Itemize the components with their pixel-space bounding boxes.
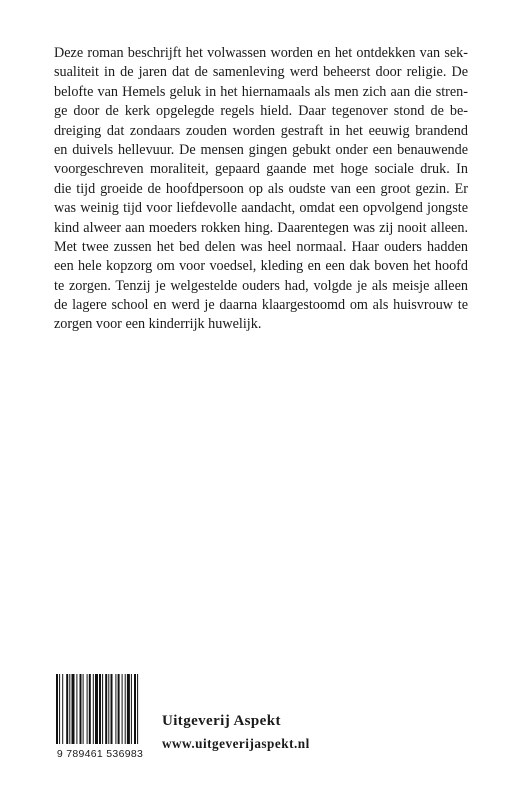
blurb-line: en duivels hellevuur. De mensen gingen gebukt onder een benauwende bbox=[54, 141, 468, 158]
blurb-line: die tijd groeide de hoofdpersoon op als oudste van een groot gezin. Er bbox=[54, 180, 468, 197]
barcode-bar bbox=[134, 674, 136, 744]
blurb-line: sualiteit in de jaren dat de samenleving werd beheerst door religie. De bbox=[54, 64, 468, 81]
barcode-bar bbox=[76, 674, 77, 744]
blurb-line: zorgen voor een kinderrijk huwelijk. bbox=[54, 316, 262, 333]
blurb-line: belofte van Hemels geluk in het hiernamaals als men zich aan die stren- bbox=[54, 83, 468, 100]
barcode-bar bbox=[137, 674, 138, 744]
barcode-bar bbox=[83, 674, 84, 744]
barcode-bar bbox=[118, 674, 120, 744]
blurb-line: de lagere school en werd je daarna klaargestoomd om als huisvrouw te bbox=[54, 297, 468, 314]
barcode-bar bbox=[66, 674, 68, 744]
barcode-bar bbox=[95, 674, 98, 744]
barcode-bar bbox=[127, 674, 130, 744]
barcode-bar bbox=[89, 674, 91, 744]
barcode-bar bbox=[122, 674, 123, 744]
barcode-bar bbox=[87, 674, 88, 744]
isbn-barcode bbox=[52, 672, 148, 762]
barcode-bar bbox=[56, 674, 58, 744]
isbn-number: 9 789461 536983 bbox=[56, 748, 144, 760]
blurb-line: dreiging dat zondaars zouden worden gestraft in het eeuwig brandend bbox=[54, 122, 468, 139]
barcode-bar bbox=[131, 674, 132, 744]
barcode-bar bbox=[80, 674, 82, 744]
publisher-name: Uitgeverij Aspekt bbox=[162, 713, 281, 729]
barcode-bar bbox=[69, 674, 70, 744]
barcode-bar bbox=[99, 674, 101, 744]
barcode-bar bbox=[72, 674, 75, 744]
barcode-bar bbox=[59, 674, 60, 744]
blurb-line: voorgeschreven moraliteit, gepaard gaande met hoge sociale druk. In bbox=[54, 161, 468, 178]
barcode-bar bbox=[125, 674, 126, 744]
barcode-bar bbox=[108, 674, 109, 744]
barcode-bar bbox=[115, 674, 116, 744]
blurb-line: te zorgen. Tenzij je welgestelde ouders had, volgde je als meisje alleen bbox=[54, 277, 468, 294]
blurb-line: Deze roman beschrijft het volwassen worden en het ontdekken van sek- bbox=[54, 45, 468, 61]
blurb-line: kind alweer aan moeders rokken hing. Daarentegen was zij nooit alleen. bbox=[54, 219, 468, 236]
barcode-bars bbox=[52, 672, 148, 746]
blurb-line: ge door de kerk opgelegde regels hield. Daar tegenover stond de be- bbox=[54, 103, 468, 120]
blurb-line: Met twee zussen het bed delen was heel normaal. Haar ouders hadden bbox=[54, 238, 468, 255]
publisher-website: www.uitgeverijaspekt.nl bbox=[162, 736, 310, 751]
barcode-bar bbox=[62, 674, 63, 744]
back-cover-blurb bbox=[54, 44, 468, 335]
barcode-bar bbox=[102, 674, 103, 744]
blurb-line: was weinig tijd voor liefdevolle aandacht, omdat een opvolgend jongste bbox=[54, 200, 468, 217]
barcode-bar bbox=[93, 674, 94, 744]
barcode-bar bbox=[111, 674, 113, 744]
blurb-line: een hele kopzorg om voor voedsel, kleding en een dak boven het hoofd bbox=[54, 258, 468, 275]
barcode-bar bbox=[105, 674, 107, 744]
